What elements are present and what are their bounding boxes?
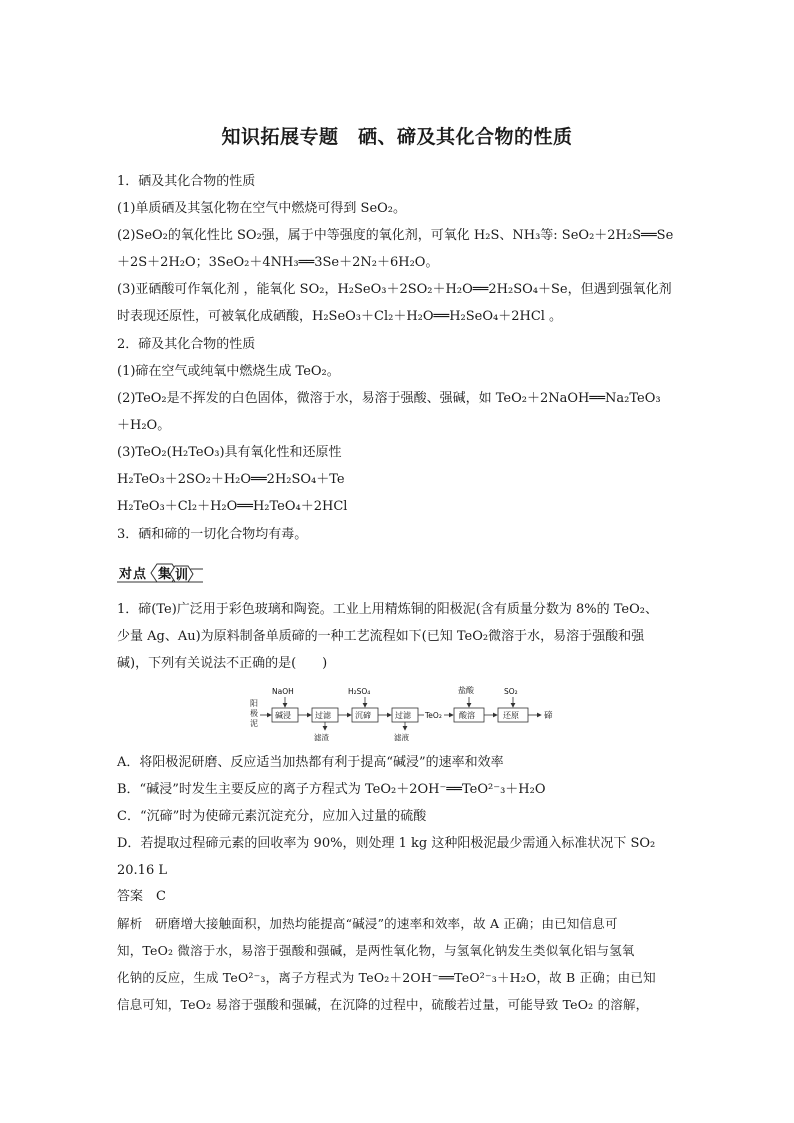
flow-product-tellurium: 碲 bbox=[544, 711, 553, 721]
tag-char-1: 对 bbox=[119, 567, 133, 582]
process-flowchart bbox=[248, 683, 568, 745]
section1-point3-line2: 时表现还原性，可被氧化成硒酸，H₂SeO₃＋Cl₂＋H₂O══H₂SeO₄＋2HCl 。 bbox=[117, 309, 563, 324]
filter-residue-label: 滤渣 bbox=[314, 733, 329, 742]
filtrate-label: 滤液 bbox=[394, 733, 409, 742]
section2-point3: (3)TeO₂(H₂TeO₃)具有氧化性和还原性 bbox=[117, 445, 342, 460]
section1-heading: 1．硒及其化合物的性质 bbox=[117, 174, 256, 189]
section1-point1: (1)单质硒及其氢化物在空气中燃烧可得到 SeO₂。 bbox=[117, 201, 407, 216]
option-b: B．“碱浸”时发生主要反应的离子方程式为 TeO₂＋2OH⁻══TeO²⁻₃＋H₂O bbox=[117, 782, 546, 797]
section2-point2-line1: (2)TeO₂是不挥发的白色固体，微溶于水，易溶于强酸、强碱，如 TeO₂＋2NaOH══Na₂TeO₃ bbox=[117, 391, 661, 406]
tag-char-4: 训 bbox=[175, 568, 189, 583]
explanation-line1: 解析 研磨增大接触面积，加热均能提高“碱浸”的速率和效率，故 A 正确；由已知信息可 bbox=[117, 916, 618, 931]
flow-step-label-5: 酸溶 bbox=[459, 711, 475, 720]
option-d-line1: D．若提取过程碲元素的回收率为 90%，则处理 1 kg 这种阳极泥最少需通入标准状况下 SO₂ bbox=[117, 836, 656, 851]
flow-start-char-2: 极 bbox=[250, 709, 258, 718]
practice-tag-icon bbox=[117, 562, 203, 584]
section2-point2-line2: ＋H₂O。 bbox=[117, 418, 171, 433]
section1-point3-line1: (3)亚硒酸可作氧化剂 ，能氧化 SO₂，H₂SeO₃＋2SO₂＋H₂O══2H₂SO₄＋Se，但遇到强氧化剂 bbox=[117, 282, 672, 297]
section1-point2-line2: ＋2S＋2H₂O；3SeO₂＋4NH₃══3Se＋2N₂＋6H₂O。 bbox=[117, 255, 439, 270]
explanation-line3: 化钠的反应，生成 TeO²⁻₃，离子方程式为 TeO₂＋2OH⁻══TeO²⁻₃＋H₂O，故 B 正确；由已知 bbox=[117, 970, 656, 985]
answer-label: 答案 C bbox=[117, 889, 166, 904]
flow-step-label-1: 碱浸 bbox=[275, 711, 291, 720]
reagent-naoh: NaOH bbox=[272, 687, 294, 696]
intermediate-teo2: TeO₂ bbox=[425, 711, 442, 720]
section3-heading: 3．硒和碲的一切化合物均有毒。 bbox=[117, 527, 308, 542]
flow-step-label-2: 过滤 bbox=[315, 711, 331, 720]
flow-start-char-1: 阳 bbox=[250, 699, 258, 708]
section1-point2-line1: (2)SeO₂的氧化性比 SO₂强，属于中等强度的氧化剂，可氧化 H₂S、NH₃等: SeO₂＋2H₂S══Se bbox=[117, 228, 674, 243]
reagent-hcl: 盐酸 bbox=[458, 686, 474, 695]
section2-heading: 2．碲及其化合物的性质 bbox=[117, 337, 256, 352]
question-stem-line1: 1．碲(Te)广泛用于彩色玻璃和陶瓷。工业上用精炼铜的阳极泥(含有质量分数为 8%的 TeO₂、 bbox=[117, 602, 658, 617]
page-title: 知识拓展专题 硒、碲及其化合物的性质 bbox=[221, 126, 573, 148]
explanation-line4: 信息可知，TeO₂ 易溶于强酸和强碱，在沉降的过程中，硫酸若过量，可能导致 TeO₂ 的溶解， bbox=[117, 997, 649, 1012]
tag-char-3: 集 bbox=[158, 567, 172, 582]
flow-start-char-3: 泥 bbox=[250, 719, 258, 728]
option-d-line2: 20.16 L bbox=[117, 863, 167, 878]
section2-equation1: H₂TeO₃＋2SO₂＋H₂O══2H₂SO₄＋Te bbox=[117, 472, 345, 487]
explanation-line2: 知，TeO₂ 微溶于水，易溶于强酸和强碱，是两性氧化物，与氢氧化钠发生类似氧化铝与氢氧 bbox=[117, 943, 635, 958]
question-stem-line3: 碱)，下列有关说法不正确的是( ) bbox=[117, 656, 328, 671]
reagent-so2: SO₂ bbox=[504, 687, 518, 696]
option-c: C．“沉碲”时为使碲元素沉淀充分，应加入过量的硫酸 bbox=[117, 809, 427, 824]
flow-step-label-4: 过滤 bbox=[395, 711, 411, 720]
section2-equation2: H₂TeO₃＋Cl₂＋H₂O══H₂TeO₄＋2HCl bbox=[117, 499, 348, 514]
option-a: A．将阳极泥研磨、反应适当加热都有利于提高“碱浸”的速率和效率 bbox=[117, 755, 504, 770]
question-stem-line2: 少量 Ag、Au)为原料制备单质碲的一种工艺流程如下(已知 TeO₂微溶于水，易溶于强酸和强 bbox=[117, 629, 645, 644]
reagent-h2so4: H₂SO₄ bbox=[348, 687, 371, 696]
flow-step-label-6: 还原 bbox=[503, 711, 519, 720]
tag-char-2: 点 bbox=[133, 567, 147, 582]
section2-point1: (1)碲在空气或纯氧中燃烧生成 TeO₂。 bbox=[117, 364, 340, 379]
flow-step-label-3: 沉碲 bbox=[355, 711, 371, 720]
